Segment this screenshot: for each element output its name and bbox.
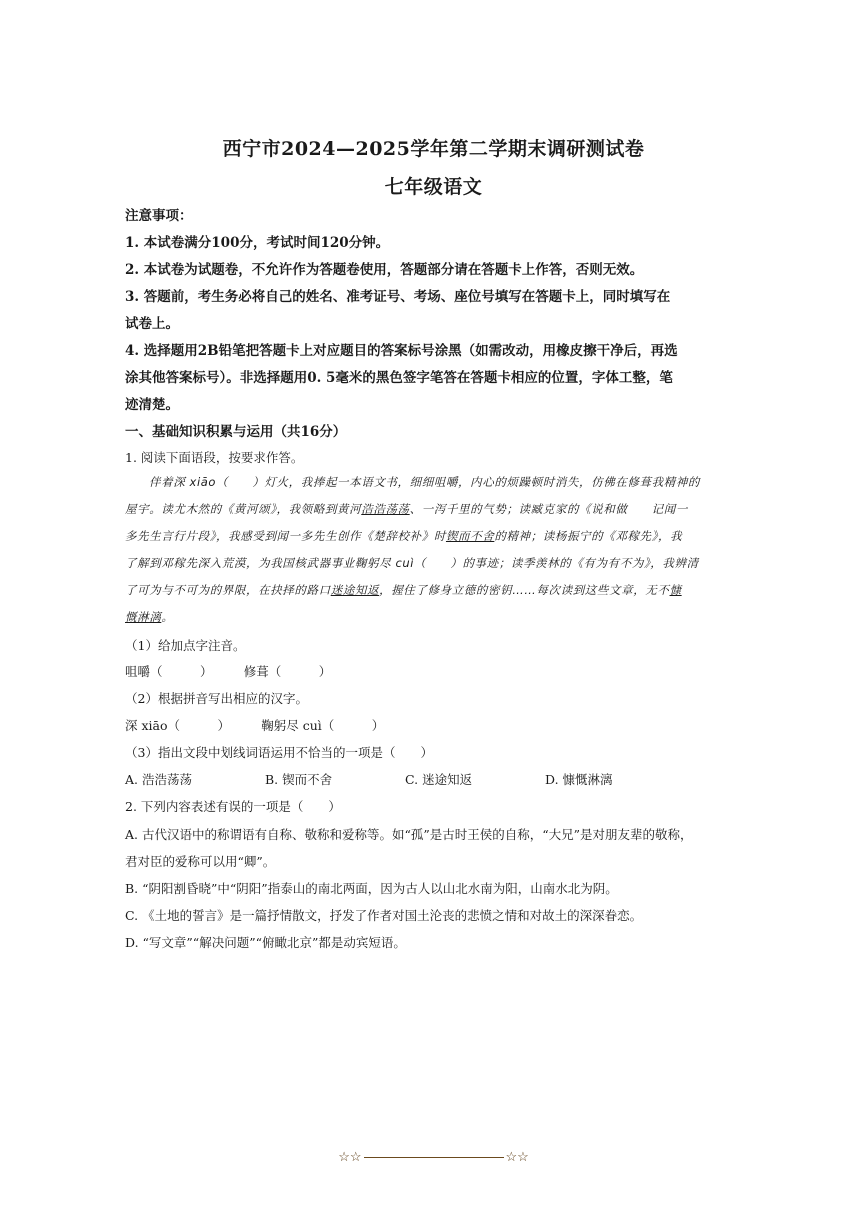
section-1-heading: 一、基础知识积累与运用（共16分） xyxy=(125,424,347,440)
notice-item-4: 4. 选择题用2B铅笔把答题卡上对应题目的答案标号涂黑（如需改动，用橡皮擦干净后，再选 xyxy=(125,343,678,359)
footer-rule xyxy=(364,1157,504,1158)
passage-line-4: 了解到邓稼先深入荒漠，为我国核武器事业鞠躬尽 cuì（ ）的事迹；读季羡林的《有为有不为》，我辨清 xyxy=(125,556,699,570)
star-icon-right: ☆☆ xyxy=(505,1150,529,1165)
option-c: C. 迷途知返 xyxy=(405,772,473,787)
notice-item-1: 1. 本试卷满分100分，考试时间120分钟。 xyxy=(125,235,390,251)
passage-line-3: 多先生言行片段》，我感受到闻一多先生创作《楚辞校补》时锲而不舍的精神；读杨振宁的《邓稼先》，我 xyxy=(125,529,683,543)
star-icon-left: ☆☆ xyxy=(338,1150,362,1165)
q2-option-b: B. “阴阳割昏晓”中“阴阳”指泰山的南北两面，因为古人以山北水南为阳，山南水北为阴。 xyxy=(125,881,618,896)
underlined-term-b: 锲而不舍 xyxy=(445,529,495,543)
question-1-stem: 1. 阅读下面语段，按要求作答。 xyxy=(125,450,304,465)
option-d: D. 慷慨淋漓 xyxy=(545,772,613,787)
notice-item-2: 2. 本试卷为试题卷，不允许作为答题卷使用，答题部分请在答题卡上作答，否则无效。 xyxy=(125,262,644,278)
exam-title: 西宁市2024—2025学年第二学期末调研测试卷 xyxy=(222,138,645,160)
sub-question-3: （3）指出文段中划线词语运用不恰当的一项是（ ） xyxy=(125,745,433,760)
passage-line-6: 慨淋漓。 xyxy=(125,610,174,624)
sub-question-2: （2）根据拼音写出相应的汉字。 xyxy=(125,691,308,706)
exam-subtitle: 七年级语文 xyxy=(384,176,483,198)
option-a: A. 浩浩荡荡 xyxy=(125,772,192,787)
sub-question-1-answer-blanks: 咀嚼（ ） 修葺（ ） xyxy=(125,664,332,679)
option-b: B. 锲而不舍 xyxy=(265,772,333,787)
page-footer-ornament xyxy=(0,1150,867,1165)
underlined-term-d: 慨淋漓 xyxy=(125,610,162,624)
sub-question-1: （1）给加点字注音。 xyxy=(125,638,246,653)
q2-option-d: D. “写文章”“解决问题”“俯瞰北京”都是动宾短语。 xyxy=(125,935,406,950)
passage-line-5: 了可为与不可为的界限，在抉择的路口迷途知返，握住了修身立德的密钥……每次读到这些文章，无不慷 xyxy=(125,583,682,597)
underlined-term-d-start: 慷 xyxy=(669,583,682,597)
sub-question-2-answer-blanks: 深 xiāo（ ） 鞠躬尽 cuì（ ） xyxy=(125,718,385,733)
q2-option-a-cont: 君对臣的爱称可以用“卿”。 xyxy=(125,854,276,869)
q2-option-a: A. 古代汉语中的称谓语有自称、敬称和爱称等。如“孤”是古时王侯的自称，“大兄”是对朋友辈的敬称， xyxy=(125,827,693,842)
notice-item-4-cont2: 迹清楚。 xyxy=(125,397,179,413)
passage-line-2: 屋宇。读尤木然的《黄河颂》，我领略到黄河浩浩荡荡、一泻千里的气势；读臧克家的《说和做 记闻一 xyxy=(125,502,688,516)
underlined-term-c: 迷途知返 xyxy=(330,583,380,597)
passage-line-1: 伴着深 xiāo（ ）灯火，我捧起一本语文书，细细咀嚼，内心的烦躁顿时消失，仿佛在修葺我精神的 xyxy=(149,475,701,489)
notice-item-3: 3. 答题前，考生务必将自己的姓名、准考证号、考场、座位号填写在答题卡上，同时填写在 xyxy=(125,289,671,305)
question-2-stem: 2. 下列内容表述有误的一项是（ ） xyxy=(125,799,341,814)
underlined-term-a: 浩浩荡荡 xyxy=(361,502,410,516)
notice-item-4-cont: 涂其他答案标号）。非选择题用0. 5毫米的黑色签字笔答在答题卡相应的位置，字体工整，笔 xyxy=(125,370,673,386)
notice-heading: 注意事项： xyxy=(125,208,193,224)
notice-item-3-cont: 试卷上。 xyxy=(125,316,179,332)
q2-option-c: C. 《土地的誓言》是一篇抒情散文，抒发了作者对国土沦丧的悲愤之情和对故土的深深眷恋。 xyxy=(125,908,643,923)
